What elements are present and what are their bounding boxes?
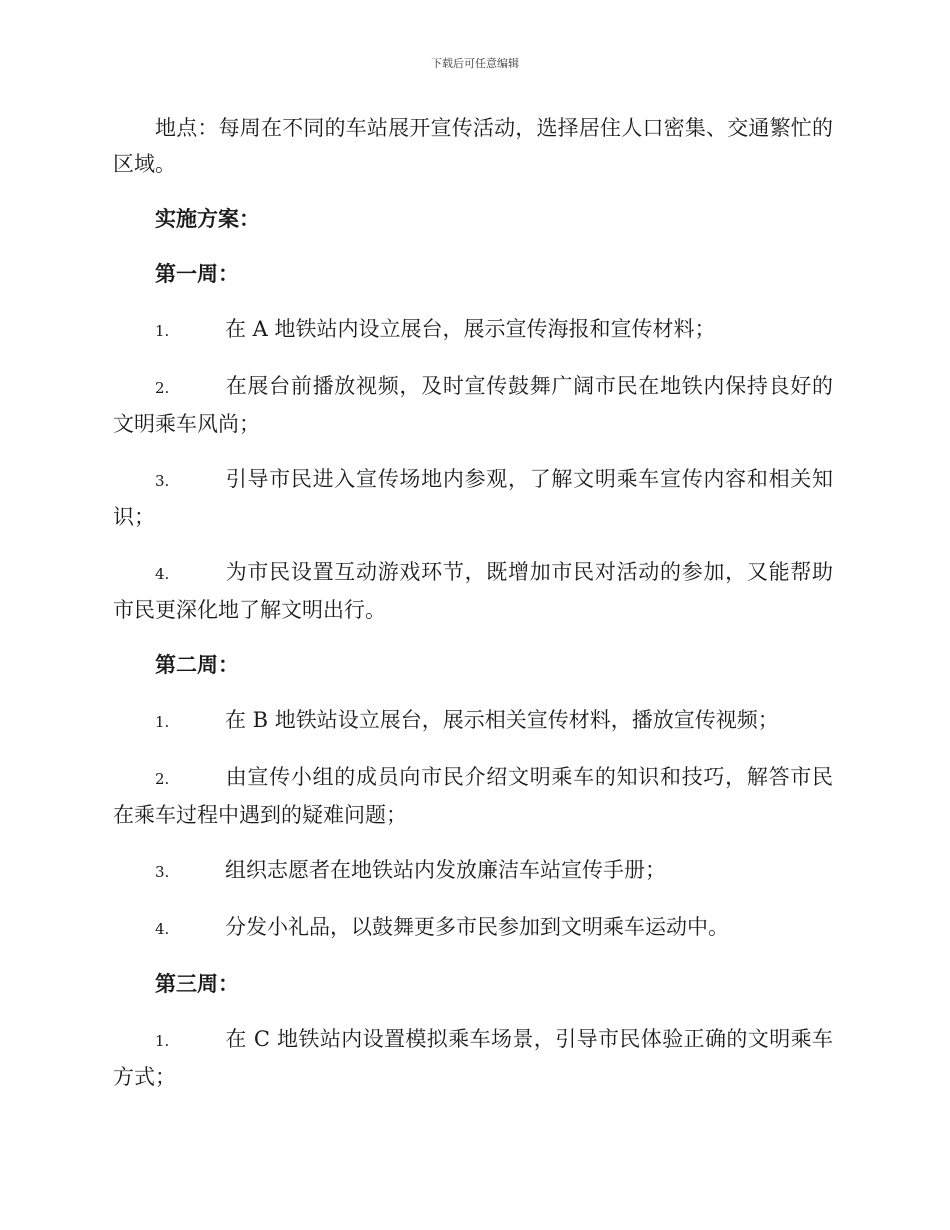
page-header: 下载后可任意编辑 bbox=[431, 57, 519, 70]
list-item-text: 由宣传小组的成员向市民介绍文明乘车的知识和技巧，解答市民在乘车过程中遇到的疑难问题； bbox=[113, 765, 833, 827]
list-item-number: 4. bbox=[155, 565, 170, 583]
week-1-heading: 第一周： bbox=[155, 261, 239, 286]
list-item-number: 3. bbox=[155, 863, 170, 881]
list-item-number: 4. bbox=[155, 920, 170, 938]
list-item bbox=[113, 909, 833, 947]
list-item-number: 2. bbox=[155, 379, 170, 397]
list-item-number: 3. bbox=[155, 472, 170, 490]
list-item-number: 2. bbox=[155, 770, 170, 788]
list-item bbox=[113, 461, 833, 535]
list-item bbox=[113, 1021, 833, 1095]
list-item-text: 在展台前播放视频，及时宣传鼓舞广阔市民在地铁内保持良好的文明乘车风尚； bbox=[113, 374, 833, 436]
list-item-number: 1. bbox=[155, 713, 170, 731]
list-item-text: 为市民设置互动游戏环节，既增加市民对活动的参加，又能帮助市民更深化地了解文明出行。 bbox=[113, 560, 833, 622]
list-item-text: 在 C 地铁站内设置模拟乘车场景，引导市民体验正确的文明乘车方式； bbox=[113, 1027, 833, 1089]
week-3-heading: 第三周： bbox=[155, 971, 239, 996]
list-item bbox=[113, 311, 833, 349]
list-item-text: 在 B 地铁站设立展台，展示相关宣传材料，播放宣传视频； bbox=[225, 708, 779, 732]
list-item-text: 组织志愿者在地铁站内发放廉洁车站宣传手册； bbox=[225, 858, 666, 882]
document-body bbox=[113, 110, 833, 1114]
list-item bbox=[113, 852, 833, 890]
location-paragraph: 地点：每周在不同的车站展开宣传活动，选择居住人口密集、交通繁忙的区域。 bbox=[113, 116, 833, 176]
list-item-text: 分发小礼品，以鼓舞更多市民参加到文明乘车运动中。 bbox=[225, 915, 729, 939]
list-item bbox=[113, 702, 833, 740]
list-item-text: 在 A 地铁站内设立展台，展示宣传海报和宣传材料； bbox=[225, 317, 716, 341]
list-item-text: 引导市民进入宣传场地内参观，了解文明乘车宣传内容和相关知识； bbox=[113, 467, 833, 529]
list-item bbox=[113, 554, 833, 628]
list-item bbox=[113, 759, 833, 833]
list-item-number: 1. bbox=[155, 1032, 170, 1050]
plan-heading: 实施方案： bbox=[155, 206, 260, 231]
list-item bbox=[113, 368, 833, 442]
week-2-heading: 第二周： bbox=[155, 652, 239, 677]
list-item-number: 1. bbox=[155, 322, 170, 340]
